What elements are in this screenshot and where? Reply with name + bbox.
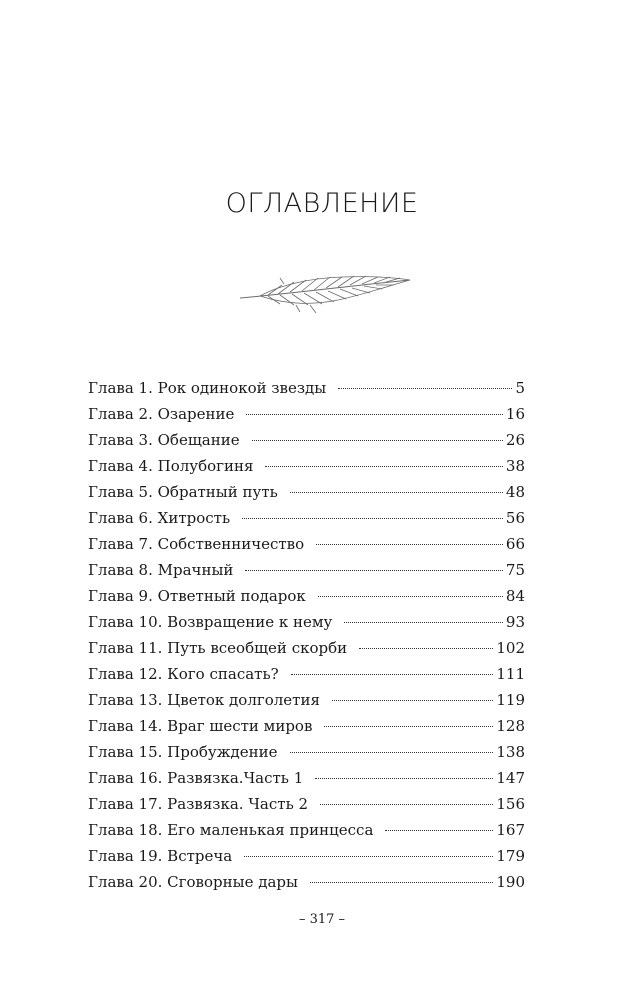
toc-entry <box>88 375 525 401</box>
toc-entry <box>88 765 525 791</box>
dot-leader <box>290 492 503 493</box>
toc-entry <box>88 479 525 505</box>
toc-entry <box>88 687 525 713</box>
dot-leader <box>246 414 502 415</box>
table-of-contents <box>88 375 525 895</box>
toc-entry-page: 56 <box>505 509 525 527</box>
toc-entry <box>88 453 525 479</box>
dot-leader <box>359 648 493 649</box>
toc-entry <box>88 843 525 869</box>
toc-entry-title: Глава 9. Ответный подарок <box>88 587 306 605</box>
toc-entry <box>88 661 525 687</box>
toc-entry <box>88 609 525 635</box>
toc-entry-title: Глава 3. Обещание <box>88 431 240 449</box>
dot-leader <box>242 518 503 519</box>
dot-leader <box>290 752 494 753</box>
toc-entry <box>88 531 525 557</box>
dot-leader <box>245 570 503 571</box>
dot-leader <box>291 674 494 675</box>
dot-leader <box>265 466 502 467</box>
toc-entry-title: Глава 19. Встреча <box>88 847 233 865</box>
dot-leader <box>344 622 503 623</box>
toc-entry-title: Глава 4. Полубогиня <box>88 457 254 475</box>
toc-entry-title: Глава 17. Развязка. Часть 2 <box>88 795 309 813</box>
toc-entry-page: 102 <box>496 639 525 657</box>
toc-entry-title: Глава 13. Цветок долголетия <box>88 691 320 709</box>
toc-entry <box>88 791 525 817</box>
toc-entry-page: 167 <box>496 821 525 839</box>
toc-entry-title: Глава 18. Его маленькая принцесса <box>88 821 374 839</box>
toc-entry-title: Глава 5. Обратный путь <box>88 483 278 501</box>
dot-leader <box>332 700 493 701</box>
toc-entry-page: 119 <box>496 691 525 709</box>
toc-entry-title: Глава 11. Путь всеобщей скорби <box>88 639 348 657</box>
dot-leader <box>318 596 503 597</box>
toc-entry <box>88 401 525 427</box>
toc-entry-title: Глава 20. Сговорные дары <box>88 873 298 891</box>
toc-entry-page: 147 <box>496 769 525 787</box>
page-number: – 317 – <box>298 912 346 927</box>
toc-entry-page: 5 <box>515 379 525 397</box>
toc-entry-page: 156 <box>496 795 525 813</box>
toc-entry-title: Глава 10. Возвращение к нему <box>88 613 333 631</box>
toc-entry-title: Глава 1. Рок одинокой звезды <box>88 379 327 397</box>
toc-entry-page: 190 <box>496 873 525 891</box>
toc-entry <box>88 505 525 531</box>
toc-entry-page: 93 <box>505 613 525 631</box>
toc-entry-title: Глава 7. Собственничество <box>88 535 305 553</box>
dot-leader <box>385 830 493 831</box>
toc-entry-title: Глава 15. Пробуждение <box>88 743 278 761</box>
dot-leader <box>252 440 503 441</box>
toc-entry-title: Глава 2. Озарение <box>88 405 235 423</box>
dot-leader <box>324 726 493 727</box>
toc-entry <box>88 739 525 765</box>
dot-leader <box>310 882 493 883</box>
toc-entry-page: 16 <box>505 405 525 423</box>
dot-leader <box>315 778 493 779</box>
toc-entry-page: 26 <box>505 431 525 449</box>
dot-leader <box>244 856 493 857</box>
toc-entry-title: Глава 8. Мрачный <box>88 561 234 579</box>
dot-leader <box>338 388 512 389</box>
dot-leader <box>316 544 503 545</box>
toc-entry-page: 66 <box>505 535 525 553</box>
toc-entry-page: 84 <box>505 587 525 605</box>
toc-entry-page: 48 <box>505 483 525 501</box>
toc-entry-title: Глава 16. Развязка.Часть 1 <box>88 769 304 787</box>
feather-icon <box>238 268 413 320</box>
toc-entry <box>88 713 525 739</box>
toc-entry <box>88 635 525 661</box>
toc-entry-page: 128 <box>496 717 525 735</box>
toc-entry <box>88 557 525 583</box>
toc-entry <box>88 817 525 843</box>
toc-entry-title: Глава 6. Хитрость <box>88 509 231 527</box>
toc-entry-title: Глава 14. Враг шести миров <box>88 717 313 735</box>
toc-entry-page: 111 <box>496 665 525 683</box>
toc-entry <box>88 869 525 895</box>
dot-leader <box>320 804 493 805</box>
page-title: ОГЛАВЛЕНИЕ <box>225 188 419 219</box>
toc-entry-page: 38 <box>505 457 525 475</box>
toc-entry-page: 138 <box>496 743 525 761</box>
toc-entry-page: 75 <box>505 561 525 579</box>
toc-entry-title: Глава 12. Кого спасать? <box>88 665 279 683</box>
toc-entry-page: 179 <box>496 847 525 865</box>
toc-entry <box>88 583 525 609</box>
toc-entry <box>88 427 525 453</box>
